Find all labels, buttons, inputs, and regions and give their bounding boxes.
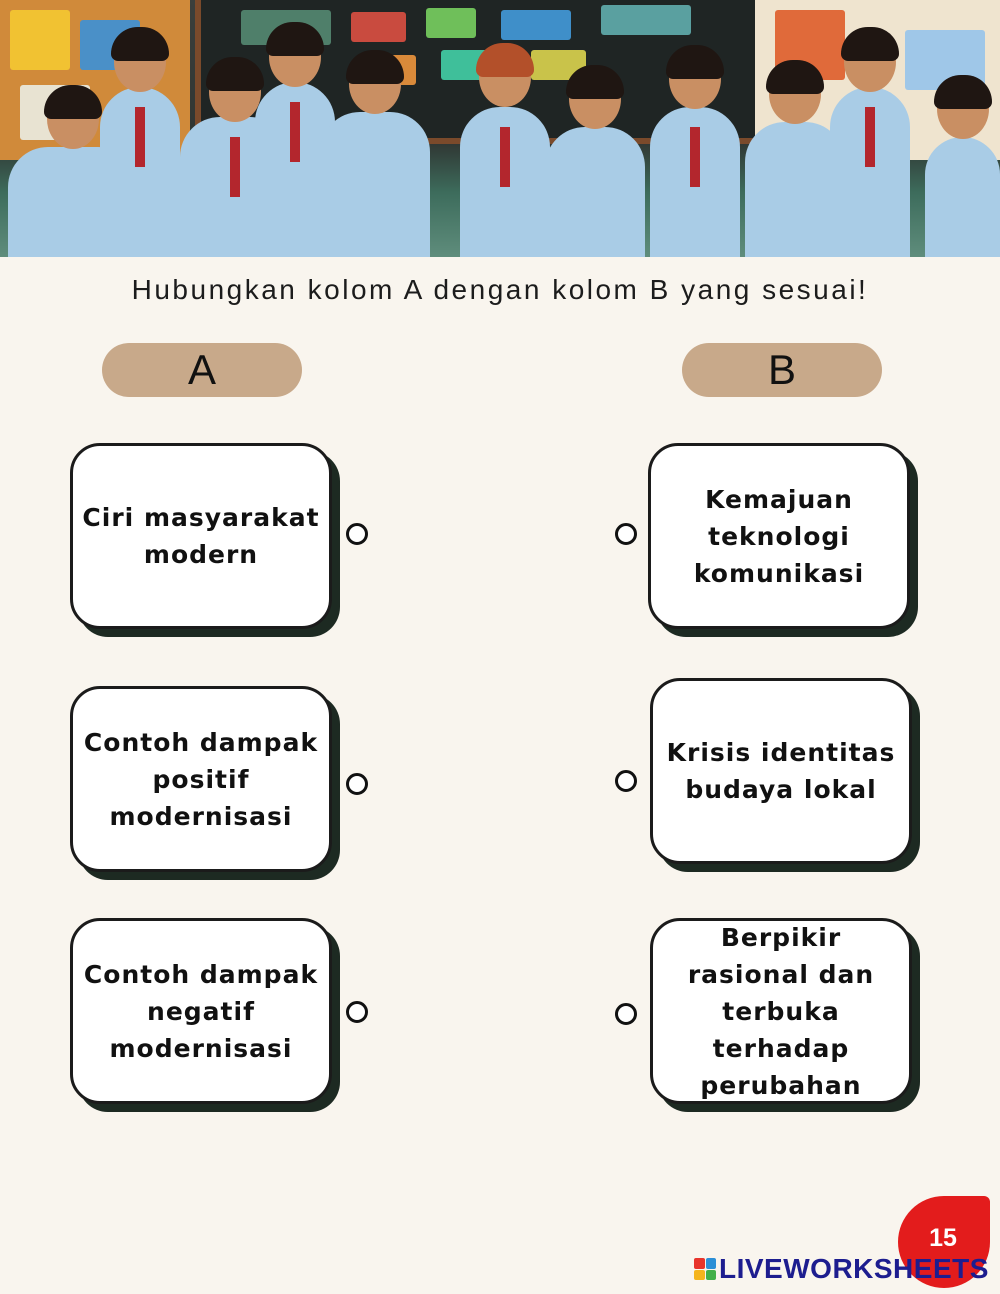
column-a-connector-2[interactable] <box>346 773 368 795</box>
column-a-item-2 <box>70 686 332 872</box>
column-b-item-3 <box>650 918 912 1104</box>
column-b-item-text: Kemajuan teknologi komunikasi <box>693 484 865 588</box>
column-a-item-text: Contoh dampak negatif modernisasi <box>83 959 319 1063</box>
column-b-item-text: Berpikir rasional dan terbuka terhadap perubahan <box>687 922 875 1100</box>
column-a-header: A <box>102 343 302 397</box>
column-b-connector-1[interactable] <box>615 523 637 545</box>
student <box>460 107 550 257</box>
liveworksheets-logo-icon <box>694 1258 716 1280</box>
brand-text: LIVEWORKSHEETS <box>719 1253 989 1284</box>
student <box>925 137 1000 257</box>
column-b-header: B <box>682 343 882 397</box>
student <box>100 87 180 257</box>
column-b-connector-3[interactable] <box>615 1003 637 1025</box>
student <box>650 107 740 257</box>
column-a-item-3 <box>70 918 332 1104</box>
column-b-item-2 <box>650 678 912 864</box>
student <box>545 127 645 257</box>
column-a-item-text: Ciri masyarakat modern <box>82 503 320 569</box>
column-b-item-1 <box>648 443 910 629</box>
column-a-connector-3[interactable] <box>346 1001 368 1023</box>
page-number: 15 <box>929 1224 957 1252</box>
column-a-connector-1[interactable] <box>346 523 368 545</box>
column-b-item-text: Krisis identitas budaya lokal <box>666 738 896 804</box>
instruction-text: Hubungkan kolom A dengan kolom B yang sesuai! <box>131 274 869 305</box>
student <box>830 87 910 257</box>
column-a-item-text: Contoh dampak positif modernisasi <box>83 727 319 831</box>
column-a-item-1 <box>70 443 332 629</box>
column-b-connector-2[interactable] <box>615 770 637 792</box>
liveworksheets-brand[interactable] <box>694 1252 989 1286</box>
student <box>320 112 430 257</box>
classroom-illustration <box>0 0 1000 257</box>
